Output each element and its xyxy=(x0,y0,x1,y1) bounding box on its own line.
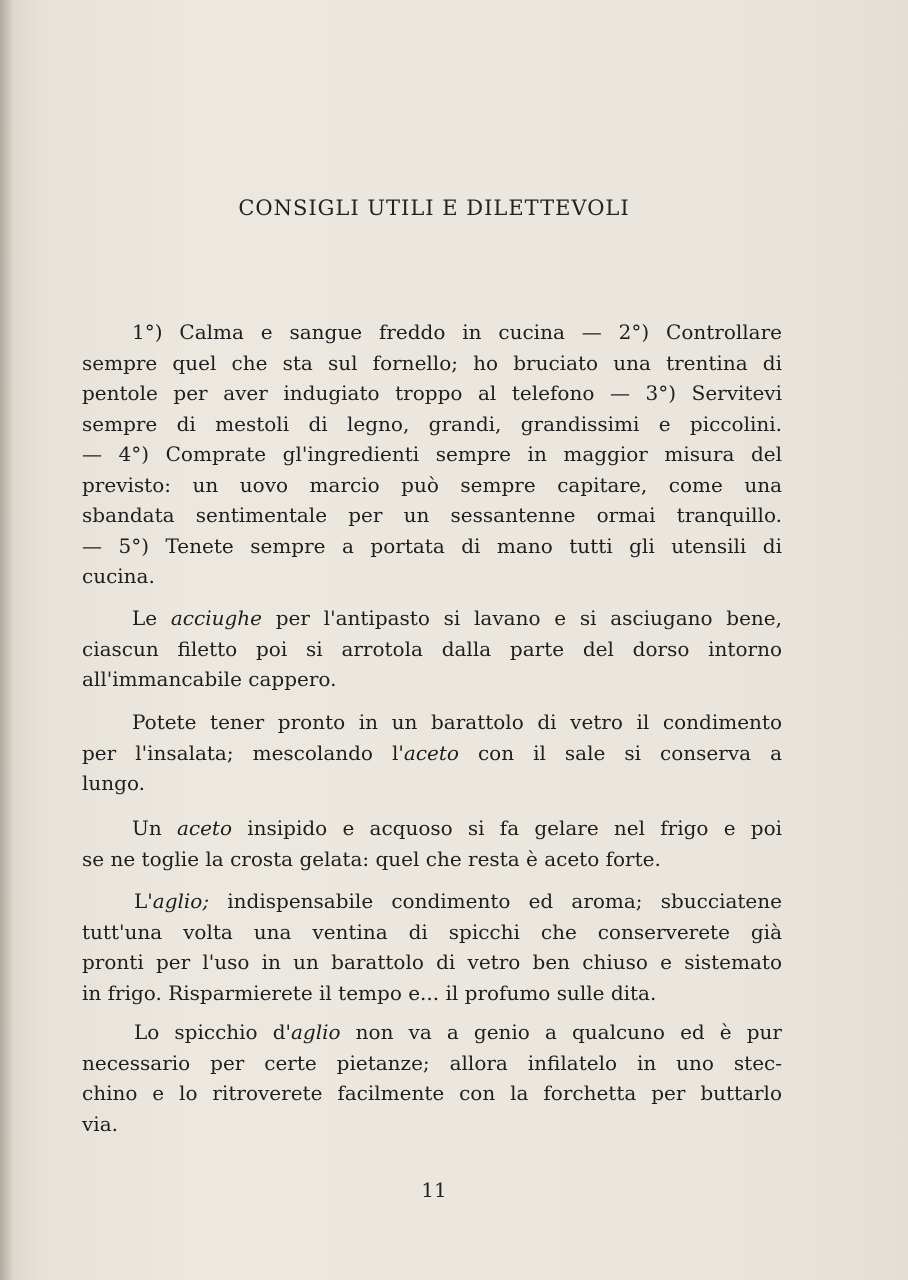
text-line: — 5°) Tenete sempre a portata di mano tutti gli utensili di xyxy=(82,533,782,558)
paragraph-acciughe xyxy=(82,603,782,695)
text-line: cucina. xyxy=(82,564,155,588)
text-line: in frigo. Risparmierete il tempo e... il profumo sulle dita. xyxy=(82,980,657,1005)
text-run: con il sale si conserva a xyxy=(458,740,782,765)
paragraph-condimento xyxy=(82,707,782,799)
text-line: necessario per certe pietanze; allora infilatelo in uno stec- xyxy=(82,1050,782,1075)
chapter-title: CONSIGLI UTILI E DILETTEVOLI xyxy=(238,196,630,220)
text-line: sempre di mestoli di legno, grandi, grandissimi e piccolini. xyxy=(82,411,782,436)
text-line xyxy=(82,738,782,769)
text-run: Un xyxy=(132,816,177,840)
paragraph-numbered-tips xyxy=(82,317,782,592)
text-line: all'immancabile cappero. xyxy=(82,667,337,691)
italic-term: aglio xyxy=(291,1020,341,1044)
text-run: per l'insalata; mescolando l' xyxy=(82,740,404,765)
text-run: per l'antipasto si lavano e si asciugano bene, xyxy=(262,606,782,630)
text-line: — 4°) Comprate gl'ingredienti sempre in maggior misura del xyxy=(82,442,782,466)
text-run: insipido e acquoso si fa gelare nel frigo e poi xyxy=(232,816,783,840)
text-run: L' xyxy=(134,889,153,913)
page-number: 11 xyxy=(421,1178,447,1202)
text-line: chino e lo ritroverete facilmente con la forchetta per buttarlo xyxy=(82,1081,782,1105)
text-line: previsto: un uovo marcio può sempre capitare, come una xyxy=(82,472,782,497)
italic-term: acciughe xyxy=(170,606,262,630)
text-line: pentole per aver indugiato troppo al telefono — 3°) Servitevi xyxy=(82,381,782,405)
text-line: via. xyxy=(82,1111,118,1136)
paragraph-aglio xyxy=(82,886,782,1008)
text-line: pronti per l'uso in un barattolo di vetro ben chiuso e sistemato xyxy=(82,950,782,974)
text-run: Lo spicchio d' xyxy=(134,1020,291,1044)
paragraph-aceto xyxy=(82,813,782,874)
text-line: tutt'una volta una ventina di spicchi che conserverete già xyxy=(82,919,782,944)
text-line: Potete tener pronto in un barattolo di vetro il condimento xyxy=(132,710,782,734)
text-run: indispensabile condimento ed aroma; sbucciatene xyxy=(209,889,782,913)
text-line: 1°) Calma e sangue freddo in cucina — 2°) Controllare xyxy=(132,320,782,344)
text-line: sbandata sentimentale per un sessantenne ormai tranquillo. xyxy=(82,503,782,527)
text-run: Le xyxy=(132,606,171,630)
italic-term: aceto xyxy=(403,740,459,765)
text-line: lungo. xyxy=(82,771,146,795)
text-line xyxy=(82,813,782,844)
paragraph-spicchio xyxy=(82,1017,782,1139)
text-line xyxy=(82,603,782,634)
text-line xyxy=(82,886,782,917)
text-run: non va a genio a qualcuno ed è pur xyxy=(340,1020,782,1044)
text-line xyxy=(82,1017,782,1048)
text-line: sempre quel che sta sul fornello; ho bruciato una trentina di xyxy=(82,350,782,375)
gutter-shadow xyxy=(0,0,14,1280)
text-line: ciascun filetto poi si arrotola dalla parte del dorso intorno xyxy=(82,636,782,661)
text-line: se ne toglie la crosta gelata: quel che resta è aceto forte. xyxy=(82,846,661,871)
italic-term: aceto xyxy=(176,816,233,840)
italic-term: aglio; xyxy=(152,889,210,913)
